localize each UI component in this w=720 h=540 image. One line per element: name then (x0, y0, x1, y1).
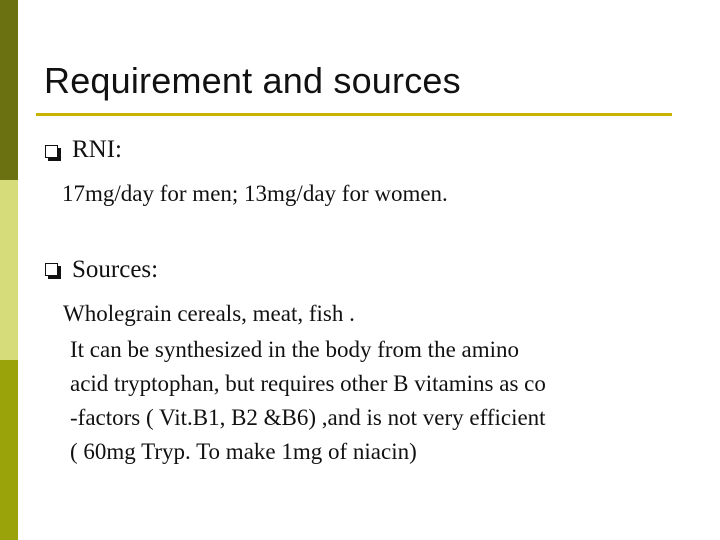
sources-text: Wholegrain cereals, meat, fish . (63, 301, 355, 326)
paragraph-line: -factors ( Vit.B1, B2 &B6) ,and is not very efficient (70, 405, 546, 430)
paragraph-line: It can be synthesized in the body from the amino (70, 337, 520, 362)
sidebar-decoration (0, 0, 18, 540)
square-bullet-icon (45, 263, 62, 280)
rni-text: 17mg/day for men; 13mg/day for women. (62, 181, 448, 206)
paragraph-line: acid tryptophan, but requires other B vitamins as co (70, 371, 546, 396)
sources-paragraph (70, 333, 546, 469)
title-underline (36, 113, 672, 116)
paragraph-line: ( 60mg Tryp. To make 1mg of niacin) (70, 439, 417, 464)
sources-heading: Sources: (72, 256, 159, 283)
sidebar-segment-top (0, 0, 18, 180)
square-bullet-icon (45, 145, 62, 162)
rni-heading: RNI: (72, 136, 122, 163)
sidebar-segment-middle (0, 180, 18, 360)
sidebar-segment-bottom (0, 360, 18, 540)
slide-title: Requirement and sources (44, 60, 461, 101)
